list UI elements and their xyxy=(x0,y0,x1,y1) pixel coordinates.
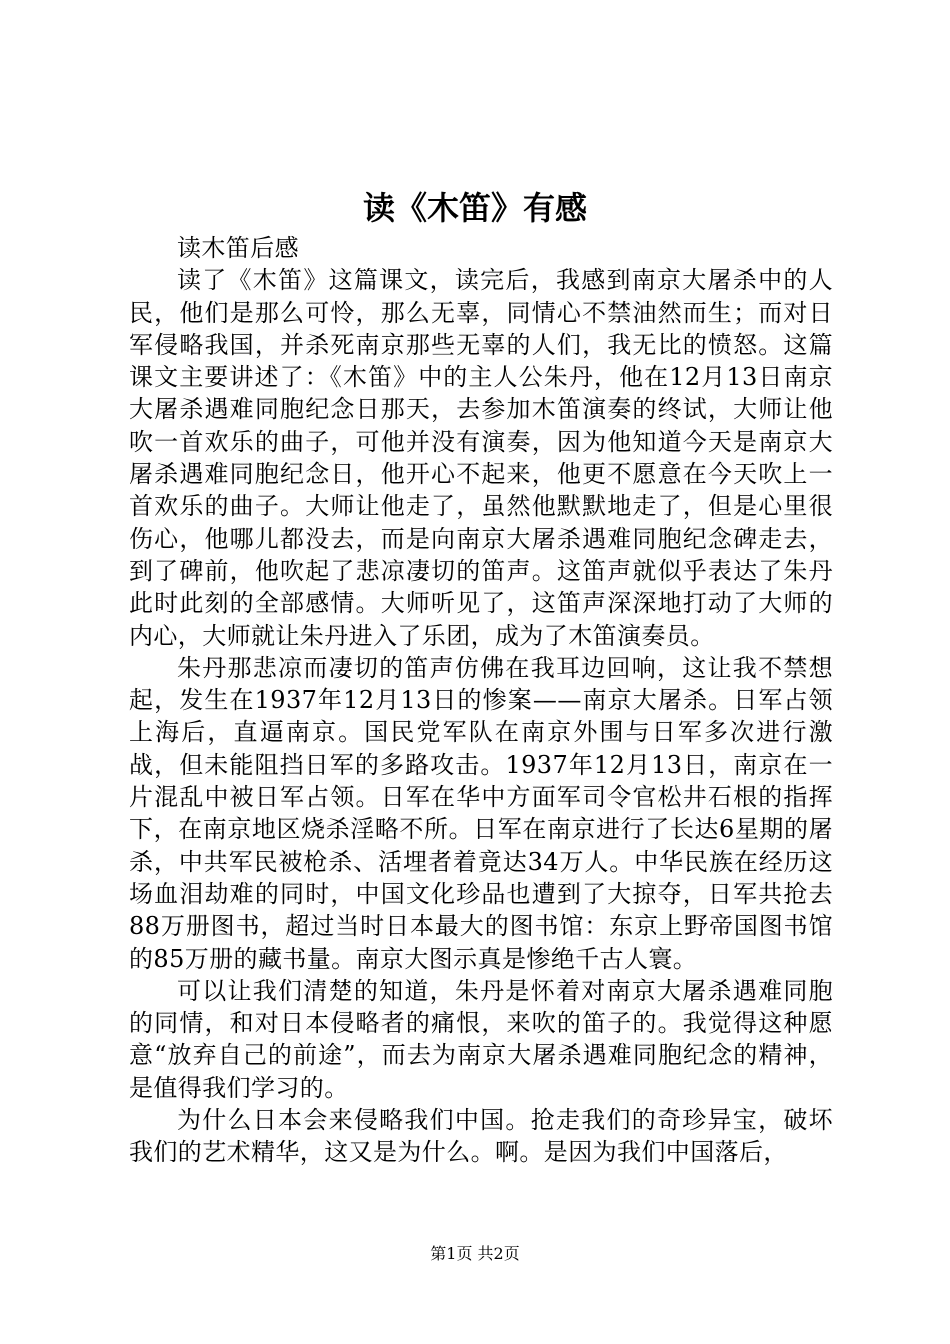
paragraph: 可以让我们清楚的知道，朱丹是怀着对南京大屠杀遇难同胞的同情，和对日本侵略者的痛恨，来吹的笛子的。我觉得这种愿意“放弃自己的前途”，而去为南京大屠杀遇难同胞纪念的精神，是值得我们学习的。 xyxy=(129,976,833,1102)
document-title: 读《木笛》有感 xyxy=(362,189,587,227)
paragraph-subtitle: 读木笛后感 xyxy=(177,234,299,262)
paragraph: 为什么日本会来侵略我们中国。抢走我们的奇珍异宝，破坏我们的艺术精华，这又是为什么。啊。是因为我们中国落后， xyxy=(129,1106,833,1167)
paragraph: 朱丹那悲凉而凄切的笛声仿佛在我耳边回响，这让我不禁想起，发生在1937年12月13日的惨案——南京大屠杀。日军占领上海后，直逼南京。国民党军队在南京外围与日军多次进行激战，但未能阻挡日军的多路攻击。1937年12月13日，南京在一片混乱中被日军占领。日军在华中方面军司令官松井石根的指挥下，在南京地区烧杀淫略不所。日军在南京进行了长达6星期的屠杀，中共军民被枪杀、活埋者着竟达34万人。中华民族在经历这场血泪劫难的同时，中国文化珍品也遭到了大掠夺，日军共抢去88万册图书，超过当时日本最大的图书馆：东京上野帝国图书馆的85万册的藏书量。南京大图示真是惨绝千古人寰。 xyxy=(129,653,833,973)
paragraph: 读了《木笛》这篇课文，读完后，我感到南京大屠杀中的人民，他们是那么可怜，那么无辜，同情心不禁油然而生；而对日军侵略我国，并杀死南京那些无辜的人们，我无比的愤怒。这篇课文主要讲述了：《木笛》中的主人公朱丹，他在12月13日南京大屠杀遇难同胞纪念日那天，去参加木笛演奏的终试，大师让他吹一首欢乐的曲子，可他并没有演奏，因为他知道今天是南京大屠杀遇难同胞纪念日，他开心不起来，他更不愿意在今天吹上一首欢乐的曲子。大师让他走了，虽然他默默地走了，但是心里很伤心，他哪儿都没去，而是向南京大屠杀遇难同胞纪念碑走去，到了碑前，他吹起了悲凉凄切的笛声。这笛声就似乎表达了朱丹此时此刻的全部感情。大师听见了，这笛声深深地打动了大师的内心，大师就让朱丹进入了乐团，成为了木笛演奏员。 xyxy=(129,266,833,650)
page-number-footer: 第1页 共2页 xyxy=(430,1244,520,1263)
document-body xyxy=(129,232,833,1169)
